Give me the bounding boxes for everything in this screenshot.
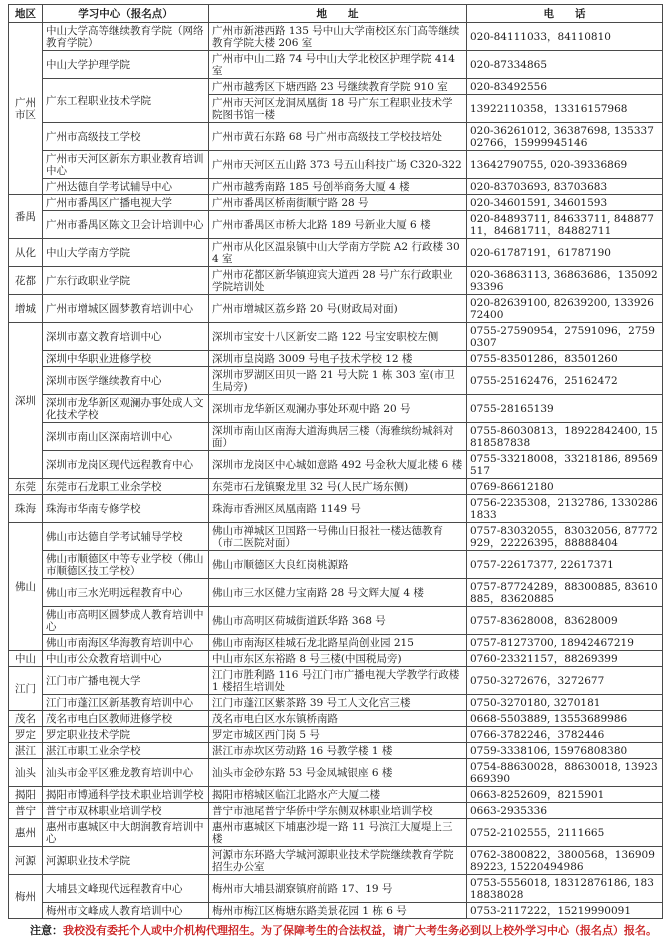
table-row — [9, 323, 663, 351]
notice — [30, 924, 662, 938]
header-row — [9, 5, 663, 23]
phone-cell: 0757-81273700, 18942467219 — [467, 635, 663, 651]
phone-cell: 0752-2102555，2111665 — [467, 819, 663, 847]
phone-cell: 0753-5556018, 18312876186, 18318838028 — [467, 875, 663, 903]
region-cell: 增城 — [9, 295, 43, 323]
address-cell: 珠海市香洲区凤凰南路 1149 号 — [209, 495, 467, 523]
address-cell: 汕头市金砂东路 53 号金凤城银座 6 楼 — [209, 759, 467, 787]
address-cell: 深圳市罗湖区田贝一路 21 号大院 1 栋 303 室(市卫生局旁) — [209, 367, 467, 395]
region-cell: 佛山 — [9, 523, 43, 651]
address-cell: 梅州市大埔县湖寮镇府前路 17、19 号 — [209, 875, 467, 903]
table-row — [9, 635, 663, 651]
phone-cell: 0757-22617377, 22617371 — [467, 551, 663, 579]
phone-cell: 0757-87724289，88300885, 83610885，83620885 — [467, 579, 663, 607]
table-row — [9, 295, 663, 323]
table-row — [9, 151, 663, 179]
table-row — [9, 743, 663, 759]
address-cell: 深圳市南山区南海大道海典居三楼（海雅缤纷城斜对面） — [209, 423, 467, 451]
address-cell: 罗定市城区西门岗 5 号 — [209, 727, 467, 743]
table-row — [9, 819, 663, 847]
notice-label: 注意： — [30, 924, 63, 937]
column-header-phone: 电 话 — [467, 5, 663, 23]
center-name-cell: 中山大学护理学院 — [43, 51, 209, 79]
region-cell: 惠州 — [9, 819, 43, 847]
address-cell: 深圳市龙华新区观澜办事处环观中路 20 号 — [209, 395, 467, 423]
phone-cell: 020-34601591, 34601593 — [467, 195, 663, 211]
region-cell: 番禺 — [9, 195, 43, 239]
column-header-region: 地区 — [9, 5, 43, 23]
center-name-cell: 中山大学高等继续教育学院（网络教育学院） — [43, 23, 209, 51]
address-cell: 广州市中山二路 74 号中山大学北校区护理学院 414 室 — [209, 51, 467, 79]
phone-cell: 0750-3270180, 3270181 — [467, 695, 663, 711]
table-row — [9, 579, 663, 607]
center-name-cell: 河源职业技术学院 — [43, 847, 209, 875]
phone-cell: 0757-83032055，83032056, 87772929，22226395，88888404 — [467, 523, 663, 551]
address-cell: 广州市从化区温泉镇中山大学南方学院 A2 行政楼 304 室 — [209, 239, 467, 267]
address-cell: 佛山市顺德区大良红岗桃源路 — [209, 551, 467, 579]
region-cell: 广州市区 — [9, 23, 43, 195]
table-row — [9, 803, 663, 819]
region-cell: 罗定 — [9, 727, 43, 743]
table-row — [9, 79, 663, 95]
phone-cell: 0755-86030813，18922842400, 15818587838 — [467, 423, 663, 451]
address-cell: 广州市花都区新华镇迎宾大道西 28 号广东行政职业学院培训处 — [209, 267, 467, 295]
address-cell: 广州市增城区荔乡路 20 号(财政局对面) — [209, 295, 467, 323]
phone-cell: 0759-3338106, 15976808380 — [467, 743, 663, 759]
address-cell: 东莞市石龙镇聚龙里 32 号(人民广场东侧) — [209, 479, 467, 495]
table-row — [9, 607, 663, 635]
address-cell: 佛山市禅城区卫国路一号佛山日报社一楼达德教育（市二医院对面） — [209, 523, 467, 551]
phone-cell: 0755-25162476，25162472 — [467, 367, 663, 395]
phone-cell: 0762-3800822，3800568，13690989223, 15220494986 — [467, 847, 663, 875]
table-row — [9, 351, 663, 367]
phone-cell: 0755-28165139 — [467, 395, 663, 423]
center-name-cell: 深圳市南山区深南培训中心 — [43, 423, 209, 451]
phone-cell: 0760-23321157，88269399 — [467, 651, 663, 667]
center-name-cell: 大埔县文峰现代远程教育中心 — [43, 875, 209, 903]
phone-cell: 020-61787191，61787190 — [467, 239, 663, 267]
phone-cell: 020-36863113, 36863686，13509293396 — [467, 267, 663, 295]
table-row — [9, 51, 663, 79]
center-name-cell: 佛山市高明区圆梦成人教育培训中心 — [43, 607, 209, 635]
region-cell: 深圳 — [9, 323, 43, 479]
address-cell: 广州市越秀南路 185 号创举商务大厦 4 楼 — [209, 179, 467, 195]
table-row — [9, 367, 663, 395]
table-row — [9, 903, 663, 919]
column-header-center: 学习中心（报名点） — [43, 5, 209, 23]
phone-cell: 0757-83628008，83628009 — [467, 607, 663, 635]
center-name-cell: 广东行政职业学院 — [43, 267, 209, 295]
table-row — [9, 787, 663, 803]
region-cell: 梅州 — [9, 875, 43, 919]
address-cell: 惠州市惠城区下埔惠沙堤一路 11 号滨江大厦堤上三楼 — [209, 819, 467, 847]
phone-cell: 0756-2235308，2132786, 13302861833 — [467, 495, 663, 523]
address-cell: 梅州市梅江区梅塘东路美景花园 1 栋 6 号 — [209, 903, 467, 919]
table-row — [9, 179, 663, 195]
center-name-cell: 东莞市石龙职工业余学校 — [43, 479, 209, 495]
phone-cell: 13642790755, 020-39336869 — [467, 151, 663, 179]
phone-cell: 020-84111033，84110810 — [467, 23, 663, 51]
address-cell: 佛山市三水区健力宝南路 28 号文辉大厦 4 楼 — [209, 579, 467, 607]
table-row — [9, 123, 663, 151]
center-name-cell: 珠海市华南专修学校 — [43, 495, 209, 523]
center-name-cell: 佛山市顺德区中等专业学校（佛山市顺德区技工学校） — [43, 551, 209, 579]
phone-cell: 0663-8252609，8215901 — [467, 787, 663, 803]
address-cell: 普宁市池尾普宁华侨中学东侧双林职业培训学校 — [209, 803, 467, 819]
address-cell: 广州市番禺区桥南街顺宁路 28 号 — [209, 195, 467, 211]
center-name-cell: 广州市增城区圆梦教育培训中心 — [43, 295, 209, 323]
table-row — [9, 875, 663, 903]
table-row — [9, 195, 663, 211]
center-name-cell: 惠州市惠城区中大朗润教育培训中心 — [43, 819, 209, 847]
region-cell: 中山 — [9, 651, 43, 667]
phone-cell: 020-36261012, 36387698, 13533702766，15999945146 — [467, 123, 663, 151]
address-cell: 深圳市宝安十八区新安二路 122 号宝安职校左侧 — [209, 323, 467, 351]
address-cell: 广州市新港西路 135 号中山大学南校区东门高等继续教育学院大楼 206 室 — [209, 23, 467, 51]
center-name-cell: 广州市番禺区陈文卫会计培训中心 — [43, 211, 209, 239]
address-cell: 茂名市电白区水东镇桥南路 — [209, 711, 467, 727]
address-cell: 湛江市赤坎区劳动路 16 号教学楼 1 楼 — [209, 743, 467, 759]
phone-cell: 0753-2117222，15219990091 — [467, 903, 663, 919]
address-cell: 广州市天河区五山路 373 号五山科技广场 C320-322 — [209, 151, 467, 179]
phone-cell: 0750-3272676，3272677 — [467, 667, 663, 695]
phone-cell: 0755-33218008，33218186, 89569517 — [467, 451, 663, 479]
address-cell: 深圳市龙岗区中心城如意路 492 号金秋大厦北楼 6 楼 — [209, 451, 467, 479]
region-cell: 茂名 — [9, 711, 43, 727]
column-header-address: 地 址 — [209, 5, 467, 23]
region-cell: 珠海 — [9, 495, 43, 523]
address-cell: 江门市胜利路 116 号江门市广播电视大学教学行政楼 1 楼招生培训处 — [209, 667, 467, 695]
address-cell: 佛山市高明区荷城街道跃华路 368 号 — [209, 607, 467, 635]
table-row — [9, 395, 663, 423]
phone-cell: 020-83492556 — [467, 79, 663, 95]
region-cell: 花都 — [9, 267, 43, 295]
center-name-cell: 江门市广播电视大学 — [43, 667, 209, 695]
center-name-cell: 广州达德自学考试辅导中心 — [43, 179, 209, 195]
phone-cell: 020-87334865 — [467, 51, 663, 79]
center-name-cell: 深圳中华职业进修学校 — [43, 351, 209, 367]
table-row — [9, 23, 663, 51]
table-row — [9, 551, 663, 579]
table-body — [9, 23, 663, 919]
address-cell: 江门市蓬江区紫茶路 39 号工人文化宫三楼 — [209, 695, 467, 711]
center-name-cell: 深圳市龙华新区观澜办事处成人文化技术学校 — [43, 395, 209, 423]
table-row — [9, 423, 663, 451]
centers-table — [8, 4, 663, 919]
center-name-cell: 梅州市文峰成人教育培训中心 — [43, 903, 209, 919]
table-row — [9, 847, 663, 875]
region-cell: 汕头 — [9, 759, 43, 787]
phone-cell: 13922110358，13316157968 — [467, 95, 663, 123]
region-cell: 揭阳 — [9, 787, 43, 803]
center-name-cell: 广东工程职业技术学院 — [43, 79, 209, 123]
address-cell: 佛山市南海区桂城石龙北路星尚创业园 215 — [209, 635, 467, 651]
table-row — [9, 711, 663, 727]
phone-cell: 020-83703693, 83703683 — [467, 179, 663, 195]
center-name-cell: 深圳市嘉文教育培训中心 — [43, 323, 209, 351]
address-cell: 深圳市皇岗路 3009 号电子技术学校 12 楼 — [209, 351, 467, 367]
address-cell: 广州市天河区龙洞凤凰街 18 号广东工程职业技术学院图书馆一楼 — [209, 95, 467, 123]
phone-cell: 0766-3782246，3782446 — [467, 727, 663, 743]
phone-cell: 0769-86612180 — [467, 479, 663, 495]
center-name-cell: 广州市番禺区广播电视大学 — [43, 195, 209, 211]
center-name-cell: 普宁市双林职业培训学校 — [43, 803, 209, 819]
region-cell: 普宁 — [9, 803, 43, 819]
region-cell: 东莞 — [9, 479, 43, 495]
center-name-cell: 深圳市医学继续教育中心 — [43, 367, 209, 395]
center-name-cell: 罗定职业技术学院 — [43, 727, 209, 743]
phone-cell: 0663-2935336 — [467, 803, 663, 819]
center-name-cell: 汕头市金平区雅龙教育培训中心 — [43, 759, 209, 787]
phone-cell: 020-84893711, 84633711, 84887711，84681711，84882711 — [467, 211, 663, 239]
address-cell: 河源市东环路大学城河源职业技术学院继续教育学院招生办公室 — [209, 847, 467, 875]
address-cell: 揭阳市榕城区临江北路水产大厦二楼 — [209, 787, 467, 803]
phone-cell: 0755-83501286，83501260 — [467, 351, 663, 367]
address-cell: 广州市黄石东路 68 号广州市高级技工学校技培处 — [209, 123, 467, 151]
table-row — [9, 239, 663, 267]
center-name-cell: 佛山市南海区华海教育培训中心 — [43, 635, 209, 651]
table-row — [9, 651, 663, 667]
phone-cell: 020-82639100, 82639200, 13392672400 — [467, 295, 663, 323]
center-name-cell: 湛江市职工业余学校 — [43, 743, 209, 759]
center-name-cell: 佛山市三水光明远程教育中心 — [43, 579, 209, 607]
region-cell: 从化 — [9, 239, 43, 267]
region-cell: 江门 — [9, 667, 43, 711]
center-name-cell: 广州市天河区新东方职业教育培训中心 — [43, 151, 209, 179]
table-row — [9, 759, 663, 787]
table-row — [9, 451, 663, 479]
address-cell: 广州市番禺区市桥大北路 189 号新业大厦 6 楼 — [209, 211, 467, 239]
address-cell: 广州市越秀区下塘西路 23 号继续教育学院 910 室 — [209, 79, 467, 95]
table-row — [9, 267, 663, 295]
center-name-cell: 江门市蓬江区新基教育培训中心 — [43, 695, 209, 711]
phone-cell: 0755-27590954，27591096，27590307 — [467, 323, 663, 351]
table-row — [9, 523, 663, 551]
center-name-cell: 深圳市龙岗区现代远程教育中心 — [43, 451, 209, 479]
center-name-cell: 广州市高级技工学校 — [43, 123, 209, 151]
center-name-cell: 中山市公众教育培训中心 — [43, 651, 209, 667]
phone-cell: 0754-88630028，88630018, 13923669390 — [467, 759, 663, 787]
phone-cell: 0668-5503889, 13553689986 — [467, 711, 663, 727]
notice-text: 我校没有委托个人或中介机构代理招生。为了保障考生的合法权益，请广大考生务必到以上校外学习中心（报名点）报名。 — [63, 924, 657, 937]
center-name-cell: 茂名市电白区教师进修学校 — [43, 711, 209, 727]
table-row — [9, 727, 663, 743]
center-name-cell: 中山大学南方学院 — [43, 239, 209, 267]
region-cell: 湛江 — [9, 743, 43, 759]
table-row — [9, 211, 663, 239]
table-row — [9, 495, 663, 523]
table-row — [9, 695, 663, 711]
table-row — [9, 667, 663, 695]
center-name-cell: 佛山市达德自学考试辅导学校 — [43, 523, 209, 551]
table-row — [9, 479, 663, 495]
center-name-cell: 揭阳市博通科学技术职业培训学校 — [43, 787, 209, 803]
region-cell: 河源 — [9, 847, 43, 875]
address-cell: 中山市东区东裕路 8 号三楼(中国税局旁) — [209, 651, 467, 667]
